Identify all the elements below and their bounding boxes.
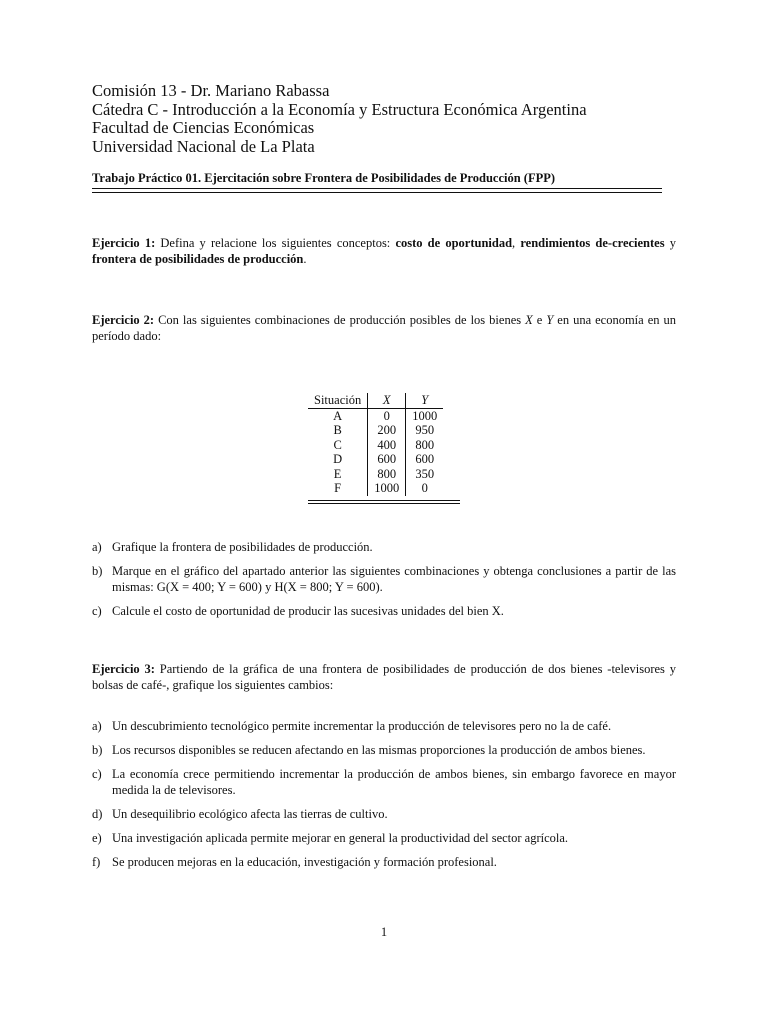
document-header [92, 82, 692, 156]
col-header-y: Y [406, 393, 444, 408]
table-row: D 600 600 [308, 452, 443, 467]
list-item: a) Un descubrimiento tecnológico permite incrementar la producción de televisores pero no la de café. [92, 719, 612, 733]
list-item: f) Se producen mejoras en la educación, investigación y formación profesional. [92, 855, 497, 869]
table-header-row [308, 393, 443, 408]
list-item: c) La economía crece permitiendo incrementar la producción de ambos bienes, sin embargo favorece en mayor medida la de televisores. [92, 767, 676, 797]
exercise-2: Ejercicio 2: Con las siguientes combinaciones de producción posibles de los bienes X e Y en una economía en un período dado: [92, 313, 677, 343]
header-universidad: Universidad Nacional de La Plata [92, 136, 315, 156]
list-item: a) Grafique la frontera de posibilidades de producción. [92, 540, 373, 554]
exercise-3-label: Ejercicio 3: [92, 662, 155, 676]
table-row: A 0 1000 [308, 408, 443, 423]
table-row: C 400 800 [308, 438, 443, 453]
table-bottom-rule-2 [308, 503, 460, 504]
list-item: c) Calcule el costo de oportunidad de producir las sucesivas unidades del bien X. [92, 604, 504, 618]
col-header-x: X [368, 393, 406, 408]
list-item: b) Los recursos disponibles se reducen afectando en las mismas proporciones la producción de ambos bienes. [92, 743, 646, 757]
col-header-situacion: Situación [308, 393, 368, 408]
concept-diminishing-returns: rendimientos de-crecientes [520, 236, 665, 250]
concept-ppf: frontera de posibilidades de producción [92, 252, 304, 266]
header-facultad: Facultad de Ciencias Económicas [92, 118, 315, 137]
table-row: B 200 950 [308, 423, 443, 438]
exercise-2-label: Ejercicio 2: [92, 313, 155, 327]
page-number: 1 [380, 925, 388, 939]
practical-work-title: Trabajo Práctico 01. Ejercitación sobre Frontera de Posibilidades de Producción (FPP) [92, 170, 662, 189]
exercise-1-text: Defina y relacione los siguientes conceptos: [155, 236, 396, 250]
table-row: F 1000 0 [308, 481, 443, 496]
concept-opportunity-cost: costo de oportunidad [395, 236, 513, 250]
header-catedra: Cátedra C - Introducción a la Economía y Estructura Económica Argentina [92, 99, 587, 119]
exercise-3: Ejercicio 3: Partiendo de la gráfica de una frontera de posibilidades de producción de dos bienes -televisores y bolsas de café-, grafique los siguientes cambios: [92, 662, 676, 692]
list-item: d) Un desequilibrio ecológico afecta las tierras de cultivo. [92, 807, 388, 821]
header-comision: Comisión 13 - Dr. Mariano Rabassa [92, 81, 330, 100]
table-bottom-rule-1 [308, 500, 460, 501]
table-row: E 800 350 [308, 467, 443, 482]
exercise-1: Ejercicio 1: Defina y relacione los siguientes conceptos: costo de oportunidad, rendimientos de-crecientes y frontera de posibilidades de producción. [92, 236, 677, 266]
production-table [308, 393, 443, 496]
exercise-2-items [92, 539, 676, 619]
title-underline [92, 192, 662, 193]
list-item: e) Una investigación aplicada permite mejorar en general la productividad del sector agrícola. [92, 831, 569, 845]
exercise-3-items [92, 718, 676, 870]
list-item: b) Marque en el gráfico del apartado anterior las siguientes combinaciones y obtenga conclusiones a partir de las mismas: G(X = 400; Y = 600) y H(X = 800; Y = 600). [92, 564, 676, 594]
exercise-1-label: Ejercicio 1: [92, 236, 156, 250]
